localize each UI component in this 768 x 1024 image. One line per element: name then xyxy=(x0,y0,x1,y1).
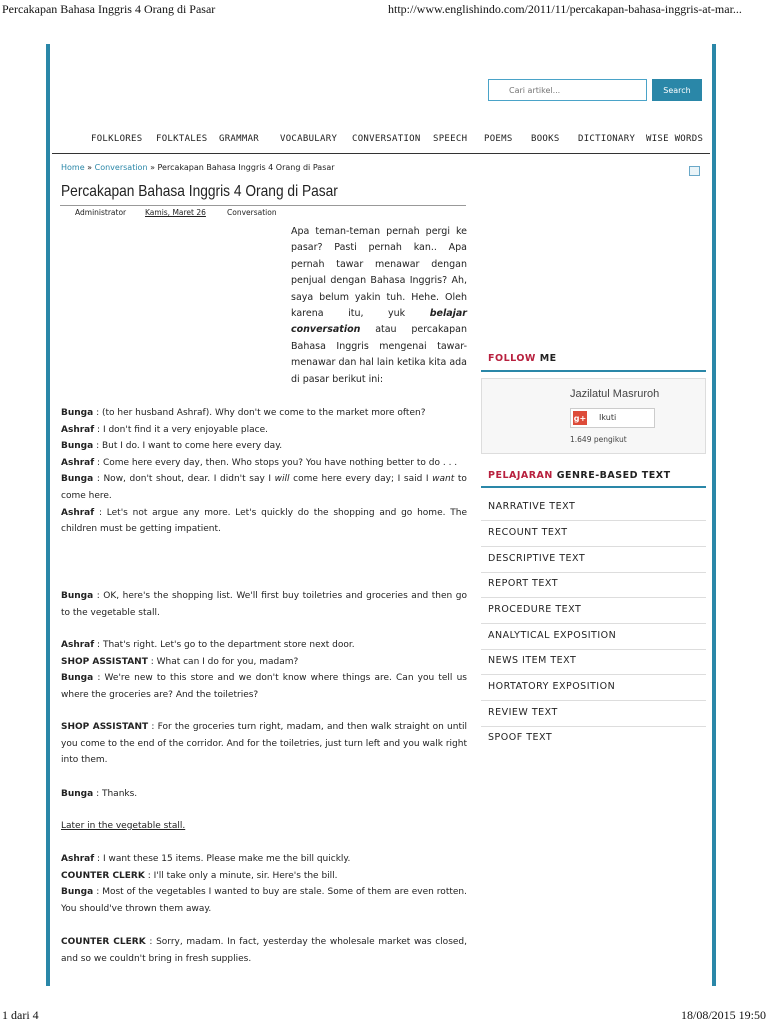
dialogue-line: SHOP ASSISTANT : What can I do for you, madam? xyxy=(61,656,299,667)
print-footer xyxy=(0,1008,768,1024)
speaker: Bunga xyxy=(61,408,94,418)
breadcrumb-separator: » xyxy=(87,163,93,172)
print-datetime: 18/08/2015 19:50 xyxy=(680,1008,766,1022)
dialogue-block xyxy=(61,934,467,967)
speaker: COUNTER CLERK xyxy=(61,870,145,881)
dialogue-line: COUNTER CLERK : I'll take only a minute, sir. Here's the bill. xyxy=(61,870,338,881)
nav-books[interactable]: BOOKS xyxy=(531,134,560,144)
dialogue-line: Bunga : We're new to this store and we don't know where things are. Can you tell us where the groceries are? And the toiletries? xyxy=(61,673,467,700)
nav-vocabulary[interactable]: VOCABULARY xyxy=(280,134,338,144)
print-url: http://www.englishindo.com/2011/11/percakapan-bahasa-inggris-at-mar... xyxy=(388,2,742,16)
image-icon[interactable] xyxy=(689,166,700,176)
genre-item-recount[interactable]: RECOUNT TEXT xyxy=(481,521,706,547)
follow-user-name[interactable]: Jazilatul Masruroh xyxy=(570,388,660,400)
print-page-count: 1 dari 4 xyxy=(2,1008,39,1022)
genre-item-descriptive[interactable]: DESCRIPTIVE TEXT xyxy=(481,547,706,573)
follow-button[interactable] xyxy=(570,408,655,428)
dialogue-block xyxy=(61,405,467,538)
dialogue-line: SHOP ASSISTANT : For the groceries turn right, madam, and then walk straight on until you come to the end of the corridor. And for the toiletries, just turn left and you walk right into them. xyxy=(61,722,467,766)
genre-item-hortatory[interactable]: HORTATORY EXPOSITION xyxy=(481,675,706,701)
dialogue-line: Bunga : OK, here's the shopping list. We'll first buy toiletries and groceries and then go to the vegetable stall. xyxy=(61,591,467,618)
nav-poems[interactable]: POEMS xyxy=(484,134,513,144)
genre-heading: PELAJARAN GENRE-BASED TEXT xyxy=(488,470,671,481)
breadcrumb-home[interactable]: Home xyxy=(61,163,85,172)
nav-conversation[interactable]: CONVERSATION xyxy=(352,134,421,144)
dialogue-block xyxy=(61,719,467,769)
follow-heading: FOLLOW ME xyxy=(488,353,557,364)
post-author[interactable]: Administrator xyxy=(75,208,127,217)
intro-text: atau percakapan Bahasa Inggris mengenai tawar-menawar dan hal lain ketika kita ada di pasar berikut ini: xyxy=(291,324,467,385)
post-title: Percakapan Bahasa Inggris 4 Orang di Pasar xyxy=(61,183,338,200)
dialogue-block xyxy=(61,851,467,917)
dialogue-line: COUNTER CLERK : Sorry, madam. In fact, yesterday the wholesale market was closed, and so we couldn't bring in fresh supplies. xyxy=(61,937,467,964)
right-border-bar xyxy=(712,44,716,986)
speaker: Bunga xyxy=(61,474,94,485)
follower-count: 1.649 pengikut xyxy=(570,435,627,444)
speaker: Bunga xyxy=(61,887,94,898)
breadcrumb-current: Percakapan Bahasa Inggris 4 Orang di Pasar xyxy=(157,163,335,172)
print-header xyxy=(0,2,768,18)
genre-heading-line xyxy=(481,486,706,488)
speaker: Ashraf xyxy=(61,640,95,650)
dialogue-line: Bunga : But I do. I want to come here every day. xyxy=(61,441,283,452)
dialogue-block xyxy=(61,637,467,703)
speaker: COUNTER CLERK xyxy=(61,937,146,947)
dialogue-line: Bunga : Now, don't shout, dear. I didn't say I will come here every day; I said I want to come here. xyxy=(61,474,467,501)
speaker: Bunga xyxy=(61,673,94,684)
dialogue-line: Ashraf : I want these 15 items. Please make me the bill quickly. xyxy=(61,854,351,864)
intro-link[interactable]: belajar conversation xyxy=(291,308,467,336)
speaker: Ashraf xyxy=(61,854,95,864)
genre-item-procedure[interactable]: PROCEDURE TEXT xyxy=(481,598,706,624)
speaker: Ashraf xyxy=(61,457,95,468)
genre-item-report[interactable]: REPORT TEXT xyxy=(481,572,706,598)
nav-folktales[interactable]: FOLKTALES xyxy=(156,134,208,144)
breadcrumb-category[interactable]: Conversation xyxy=(94,163,148,172)
genre-item-news[interactable]: NEWS ITEM TEXT xyxy=(481,649,706,675)
dialogue-line: Ashraf : That's right. Let's go to the department store next door. xyxy=(61,640,355,650)
genre-item-narrative[interactable]: NARRATIVE TEXT xyxy=(481,495,706,521)
nav-speech[interactable]: SPEECH xyxy=(433,134,468,144)
nav-divider xyxy=(52,153,710,154)
scene-note xyxy=(61,818,467,835)
dialogue-line: Ashraf : Let's not argue any more. Let's quickly do the shopping and go home. The children must be getting impatient. xyxy=(61,507,467,535)
dialogue-block xyxy=(61,786,467,803)
genre-item-spoof[interactable]: SPOOF TEXT xyxy=(488,732,553,743)
genre-item-review[interactable]: REVIEW TEXT xyxy=(481,701,706,727)
dialogue-line: Ashraf : Come here every day, then. Who stops you? You have nothing better to do . . . xyxy=(61,457,458,468)
google-plus-icon: g+ xyxy=(573,411,587,425)
speaker: SHOP ASSISTANT xyxy=(61,656,148,667)
intro-text: Apa teman-teman pernah pergi ke pasar? Pasti pernah kan.. Apa pernah tawar menawar dengan penjual dengan Bahasa Inggris? Ah, saya belum yakin tuh. Hehe. Oleh karena itu, yuk xyxy=(291,226,467,320)
title-divider xyxy=(60,205,466,206)
speaker: Ashraf xyxy=(61,424,95,435)
dialogue-line: Bunga : Thanks. xyxy=(61,789,138,799)
speaker: Ashraf xyxy=(61,507,95,518)
dialogue-line: Bunga : (to her husband Ashraf). Why don't we come to the market more often? xyxy=(61,408,426,418)
follow-heading-line xyxy=(481,370,706,372)
speaker: Bunga xyxy=(61,789,94,799)
breadcrumb xyxy=(61,163,335,172)
dialogue-block xyxy=(61,588,467,621)
post-date[interactable]: Kamis, Maret 26 xyxy=(145,208,206,217)
dialogue-line: Bunga : Most of the vegetables I wanted to buy are stale. Some of them are even rotten. You should've thrown them away. xyxy=(61,887,467,914)
genre-item-analytical[interactable]: ANALYTICAL EXPOSITION xyxy=(481,624,706,650)
post-category[interactable]: Conversation xyxy=(227,208,277,217)
nav-grammar[interactable]: GRAMMAR xyxy=(219,134,260,144)
speaker: Bunga xyxy=(61,591,94,601)
follow-button-label: Ikuti xyxy=(599,413,617,422)
dialogue-line: Ashraf : I don't find it a very enjoyable place. xyxy=(61,424,268,435)
nav-wise-words[interactable]: WISE WORDS xyxy=(646,134,704,144)
nav-folklores[interactable]: FOLKLORES xyxy=(91,134,143,144)
scene-note-text: Later in the vegetable stall. xyxy=(61,821,186,831)
print-page-title: Percakapan Bahasa Inggris 4 Orang di Pasar xyxy=(2,2,216,16)
search-input[interactable] xyxy=(488,79,647,101)
breadcrumb-separator: » xyxy=(150,163,155,172)
left-border-bar xyxy=(46,44,50,986)
post-intro xyxy=(291,224,467,388)
speaker: Bunga xyxy=(61,441,94,452)
search-button[interactable]: Search xyxy=(652,79,702,101)
speaker: SHOP ASSISTANT xyxy=(61,722,149,732)
nav-dictionary[interactable]: DICTIONARY xyxy=(578,134,636,144)
